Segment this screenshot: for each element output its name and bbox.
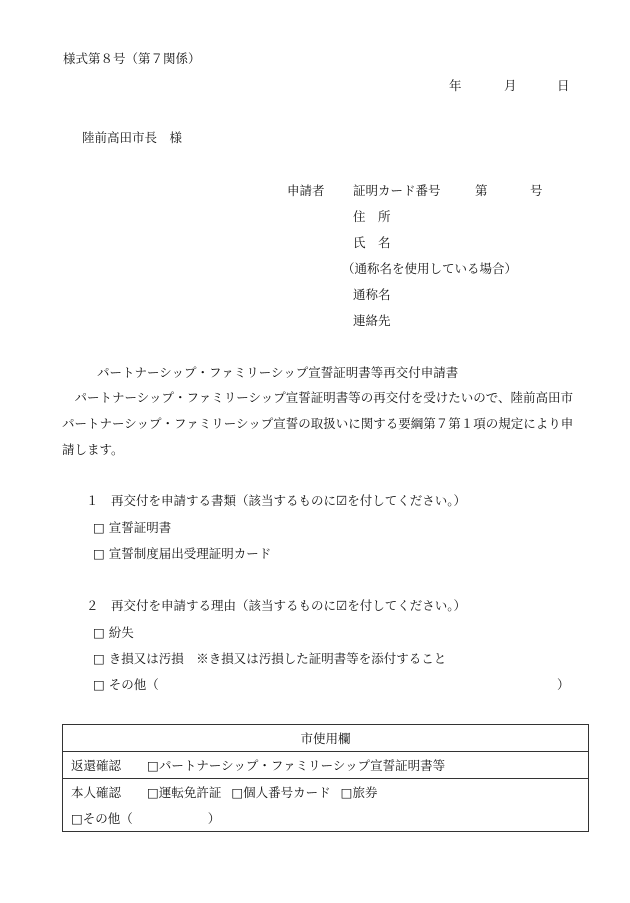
card-number-prefix: 第 xyxy=(475,183,488,198)
identity-my-number-card: □個人番号カード xyxy=(231,785,331,800)
identity-check-cell xyxy=(63,779,589,806)
section2-option-damaged: □ き損又は汚損 ※き損又は汚損した証明書等を添付すること xyxy=(93,651,447,666)
addressee: 陸前高田市長 様 xyxy=(82,130,183,145)
identity-check-label: 本人確認 xyxy=(71,785,122,800)
date-month: 月 xyxy=(504,78,517,93)
return-check-cell xyxy=(63,752,589,779)
applicant-label: 申請者 xyxy=(287,183,325,198)
identity-drivers-license: □運転免許証 xyxy=(147,785,222,800)
form-number: 様式第８号（第７関係） xyxy=(63,51,201,66)
return-check-item: □パートナーシップ・ファミリーシップ宣誓証明書等 xyxy=(147,758,446,773)
address-label: 住 所 xyxy=(353,209,391,224)
section2-heading: ２ 再交付を申請する理由（該当するものに☑を付してください。） xyxy=(86,598,466,613)
contact-label: 連絡先 xyxy=(353,313,391,328)
identity-other-row xyxy=(63,805,589,832)
date-year: 年 xyxy=(449,78,462,93)
section2-other-close-paren: ） xyxy=(557,677,570,692)
office-use-table xyxy=(62,724,589,832)
alias-note: （通称名を使用している場合） xyxy=(342,261,518,276)
section2-option-other: □ その他（ xyxy=(93,677,159,692)
alias-label: 通称名 xyxy=(353,287,391,302)
return-check-label: 返還確認 xyxy=(71,758,122,773)
identity-passport: □旅券 xyxy=(340,785,378,800)
return-check-row xyxy=(63,752,589,779)
date-day: 日 xyxy=(557,78,570,93)
document-title: パートナーシップ・ファミリーシップ宣誓証明書等再交付申請書 xyxy=(97,365,459,380)
section1-heading: １ 再交付を申請する書類（該当するものに☑を付してください。） xyxy=(86,493,466,508)
body-paragraph: パートナーシップ・ファミリーシップ宣誓証明書等の再交付を受けたいので、陸前高田市パートナーシップ・ファミリーシップ宣誓の取扱いに関する要綱第７第１項の規定により申請します。 xyxy=(62,390,574,457)
card-number-label: 証明カード番号 xyxy=(353,183,441,198)
office-use-header-row xyxy=(63,725,589,752)
office-use-header: 市使用欄 xyxy=(63,725,589,752)
identity-other: □その他（ ） xyxy=(63,805,589,832)
section1-option-card: □ 宣誓制度届出受理証明カード xyxy=(93,546,272,561)
card-number-suffix: 号 xyxy=(530,183,543,198)
section2-option-lost: □ 紛失 xyxy=(93,625,134,640)
section1-option-certificate: □ 宣誓証明書 xyxy=(93,520,172,535)
identity-check-row xyxy=(63,779,589,806)
name-label: 氏 名 xyxy=(353,235,391,250)
